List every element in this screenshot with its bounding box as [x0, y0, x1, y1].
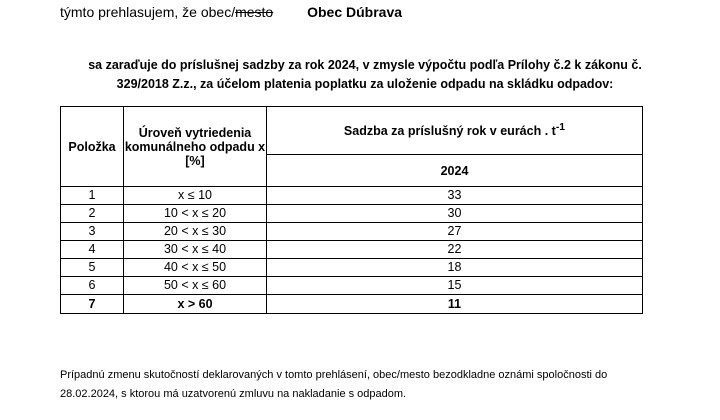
- table-row: [61, 205, 643, 223]
- cell-range: 10 < x ≤ 20: [124, 205, 267, 223]
- table-row: [61, 295, 643, 314]
- cell-item: 2: [61, 205, 124, 223]
- footnote-paragraph: Prípadnú zmenu skutočností deklarovaných v tomto prehlásení, obec/mesto bezodkladne oznámi spoločnosti do 28.02.2024, s ktorou má uzatvorenú zmluvu na nakladanie s odpadom.: [60, 369, 608, 400]
- cell-range: 30 < x ≤ 40: [124, 241, 267, 259]
- cell-item: 5: [61, 259, 124, 277]
- cell-rate: 33: [267, 187, 643, 205]
- table-row: [61, 259, 643, 277]
- cell-rate: 15: [267, 277, 643, 295]
- header-rate-text: Sadzba za príslušný rok v eurách . t: [343, 124, 556, 139]
- cell-range: x > 60: [124, 295, 267, 314]
- header-item: Položka: [61, 107, 124, 187]
- cell-item: 4: [61, 241, 124, 259]
- header-sorting-level: Úroveň vytriedenia komunálneho odpadu x [%]: [124, 107, 267, 187]
- cell-item: 3: [61, 223, 124, 241]
- intro-paragraph: sa zaraďuje do príslušnej sadzby za rok 2024, v zmysle výpočtu podľa Prílohy č.2 k zákonu č. 329/2018 Z.z., za účelom platenia poplatku za uloženie odpadu na skládku odpadov:: [88, 58, 642, 91]
- table-row: [61, 187, 643, 205]
- header-year: 2024: [267, 155, 643, 187]
- cell-range: x ≤ 10: [124, 187, 267, 205]
- cell-item: 7: [61, 295, 124, 314]
- cell-rate: 11: [267, 295, 643, 314]
- declaration-prefix: týmto prehlasujem, že obec/: [60, 4, 236, 20]
- municipality-name: Obec Dúbrava: [307, 4, 403, 20]
- cell-range: 50 < x ≤ 60: [124, 277, 267, 295]
- struck-word: mesto: [235, 4, 274, 20]
- cell-rate: 30: [267, 205, 643, 223]
- table-row: [61, 277, 643, 295]
- cell-range: 40 < x ≤ 50: [124, 259, 267, 277]
- declaration-line: [60, 4, 402, 20]
- cell-range: 20 < x ≤ 30: [124, 223, 267, 241]
- rates-table: [60, 106, 643, 314]
- table-row: [61, 241, 643, 259]
- cell-item: 6: [61, 277, 124, 295]
- table-row: [61, 223, 643, 241]
- cell-item: 1: [61, 187, 124, 205]
- cell-rate: 18: [267, 259, 643, 277]
- cell-rate: 27: [267, 223, 643, 241]
- header-rate: [267, 107, 643, 155]
- cell-rate: 22: [267, 241, 643, 259]
- header-rate-exponent: -1: [555, 122, 566, 134]
